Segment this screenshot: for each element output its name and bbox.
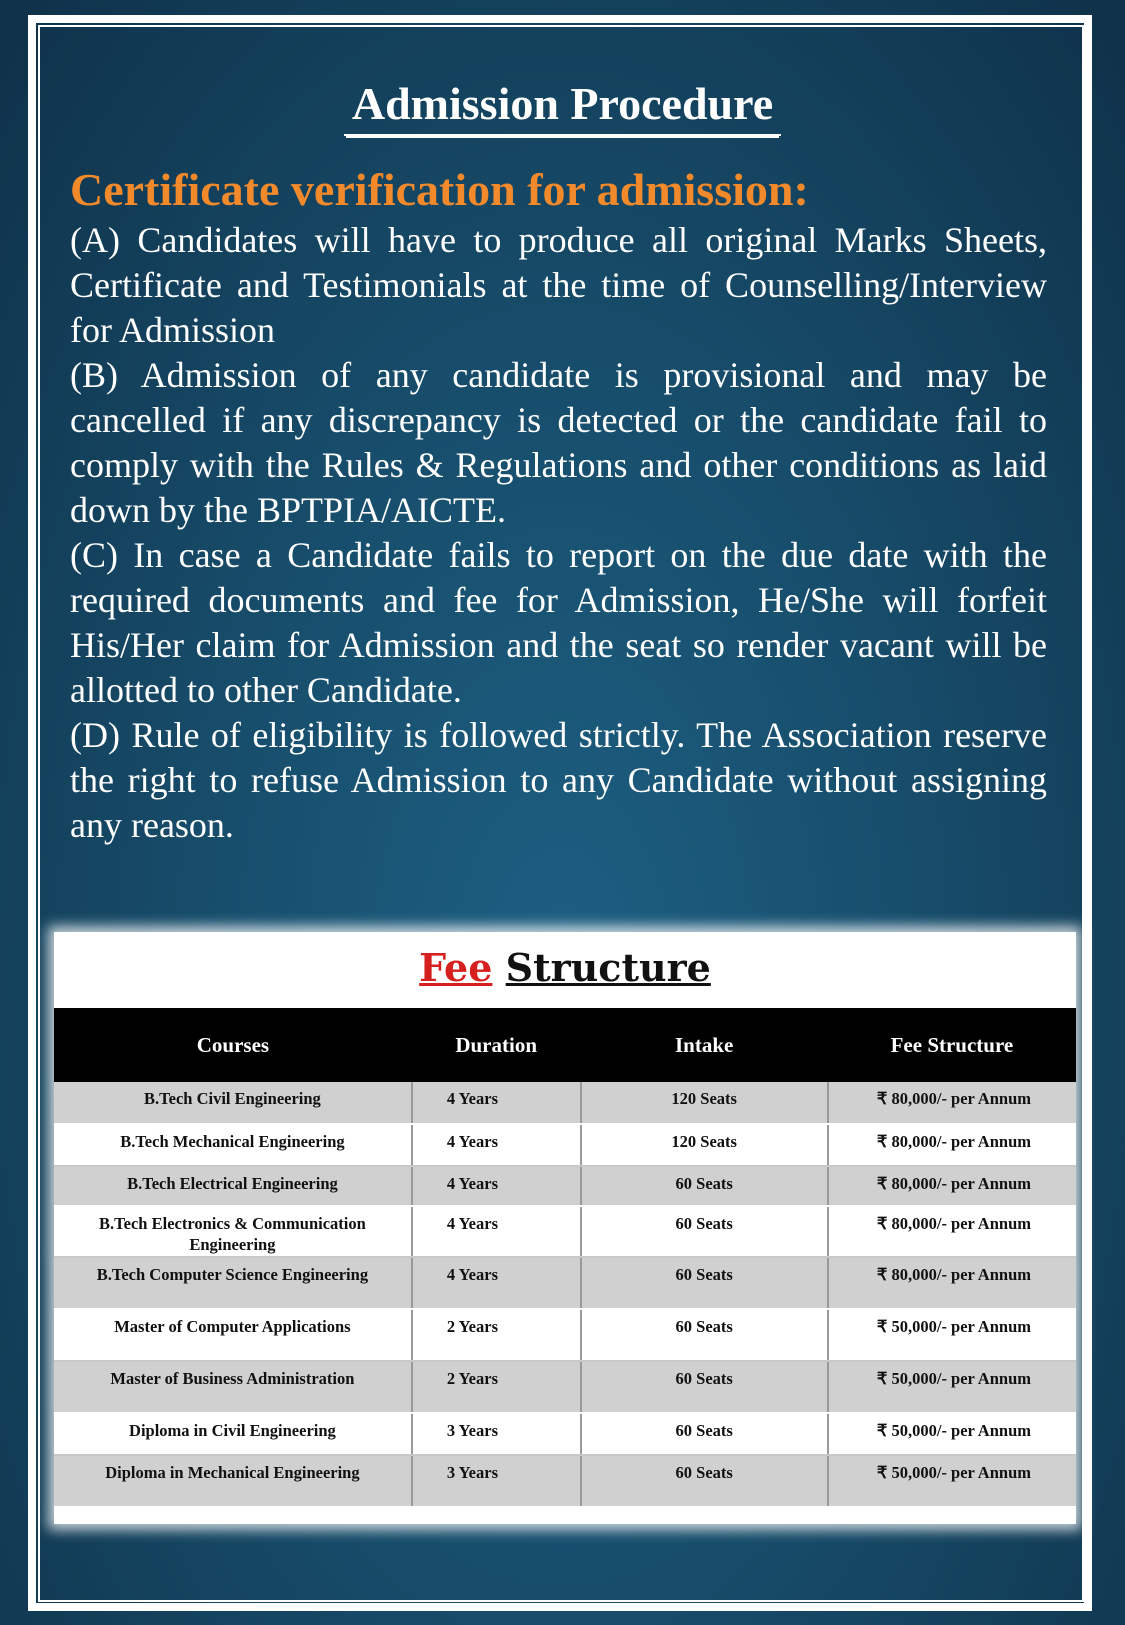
fee-structure-title [54, 942, 1076, 994]
fee-cell: ₹ 50,000/- per Annum [828, 1361, 1076, 1413]
fee-cell: ₹ 80,000/- per Annum [828, 1166, 1076, 1206]
fee-title-word1: Fee [419, 945, 493, 990]
duration-cell: 3 Years [412, 1455, 581, 1507]
fee-cell: ₹ 80,000/- per Annum [828, 1257, 1076, 1309]
course-cell: B.Tech Computer Science Engineering [54, 1257, 412, 1309]
fee-table-header [54, 1008, 1076, 1082]
section-heading: Certificate verification for admission: [70, 164, 809, 215]
col-header-courses: Courses [54, 1008, 412, 1082]
paragraph-a: (A) Candidates will have to produce all original Marks Sheets, Certificate and Testimonials at the time of Counselling/Interview for Admission [70, 220, 1047, 350]
intake-cell: 60 Seats [581, 1257, 828, 1309]
fee-cell: ₹ 80,000/- per Annum [828, 1206, 1076, 1257]
table-row [54, 1082, 1076, 1124]
course-cell: B.Tech Electrical Engineering [54, 1166, 412, 1206]
intake-cell: 60 Seats [581, 1413, 828, 1455]
course-cell: B.Tech Electronics & Communication Engineering [54, 1206, 412, 1257]
course-cell: Master of Computer Applications [54, 1309, 412, 1361]
fee-cell: ₹ 50,000/- per Annum [828, 1455, 1076, 1507]
fee-cell: ₹ 80,000/- per Annum [828, 1082, 1076, 1124]
duration-cell: 4 Years [412, 1082, 581, 1124]
table-row [54, 1361, 1076, 1413]
course-cell: B.Tech Civil Engineering [54, 1082, 412, 1124]
intake-cell: 60 Seats [581, 1166, 828, 1206]
fee-cell: ₹ 80,000/- per Annum [828, 1124, 1076, 1166]
duration-cell: 4 Years [412, 1166, 581, 1206]
intake-cell: 60 Seats [581, 1361, 828, 1413]
fee-cell: ₹ 50,000/- per Annum [828, 1309, 1076, 1361]
table-row [54, 1455, 1076, 1507]
intake-cell: 60 Seats [581, 1455, 828, 1507]
table-row [54, 1124, 1076, 1166]
col-header-intake: Intake [581, 1008, 828, 1082]
fee-structure-panel [54, 932, 1076, 1524]
page-title [0, 74, 1125, 136]
fee-title-word2: Structure [505, 945, 711, 990]
col-header-fee: Fee Structure [828, 1008, 1076, 1082]
table-row [54, 1166, 1076, 1206]
duration-cell: 2 Years [412, 1309, 581, 1361]
course-cell: B.Tech Mechanical Engineering [54, 1124, 412, 1166]
intake-cell: 60 Seats [581, 1309, 828, 1361]
intake-cell: 120 Seats [581, 1082, 828, 1124]
table-row [54, 1257, 1076, 1309]
fee-table [54, 1008, 1076, 1508]
intake-cell: 60 Seats [581, 1206, 828, 1257]
course-cell: Diploma in Civil Engineering [54, 1413, 412, 1455]
page-title-text: Admission Procedure [344, 74, 781, 136]
course-cell: Master of Business Administration [54, 1361, 412, 1413]
paragraph-d: (D) Rule of eligibility is followed strictly. The Association reserve the right to refuse Admission to any Candidate without assigning any reason. [70, 715, 1047, 845]
col-header-duration: Duration [412, 1008, 581, 1082]
paragraph-c: (C) In case a Candidate fails to report on the due date with the required documents and fee for Admission, He/She will forfeit His/Her claim for Admission and the seat so render vacant will be allotted to other Candidate. [70, 535, 1047, 710]
duration-cell: 4 Years [412, 1257, 581, 1309]
duration-cell: 4 Years [412, 1124, 581, 1166]
intake-cell: 120 Seats [581, 1124, 828, 1166]
course-cell: Diploma in Mechanical Engineering [54, 1455, 412, 1507]
duration-cell: 3 Years [412, 1413, 581, 1455]
duration-cell: 2 Years [412, 1361, 581, 1413]
admission-content [70, 162, 1047, 848]
table-row [54, 1413, 1076, 1455]
duration-cell: 4 Years [412, 1206, 581, 1257]
table-row [54, 1206, 1076, 1257]
paragraph-b: (B) Admission of any candidate is provisional and may be cancelled if any discrepancy is detected or the candidate fail to comply with the Rules & Regulations and other conditions as laid down by the BPTPIA/AICTE. [70, 355, 1047, 530]
fee-cell: ₹ 50,000/- per Annum [828, 1413, 1076, 1455]
table-row [54, 1309, 1076, 1361]
